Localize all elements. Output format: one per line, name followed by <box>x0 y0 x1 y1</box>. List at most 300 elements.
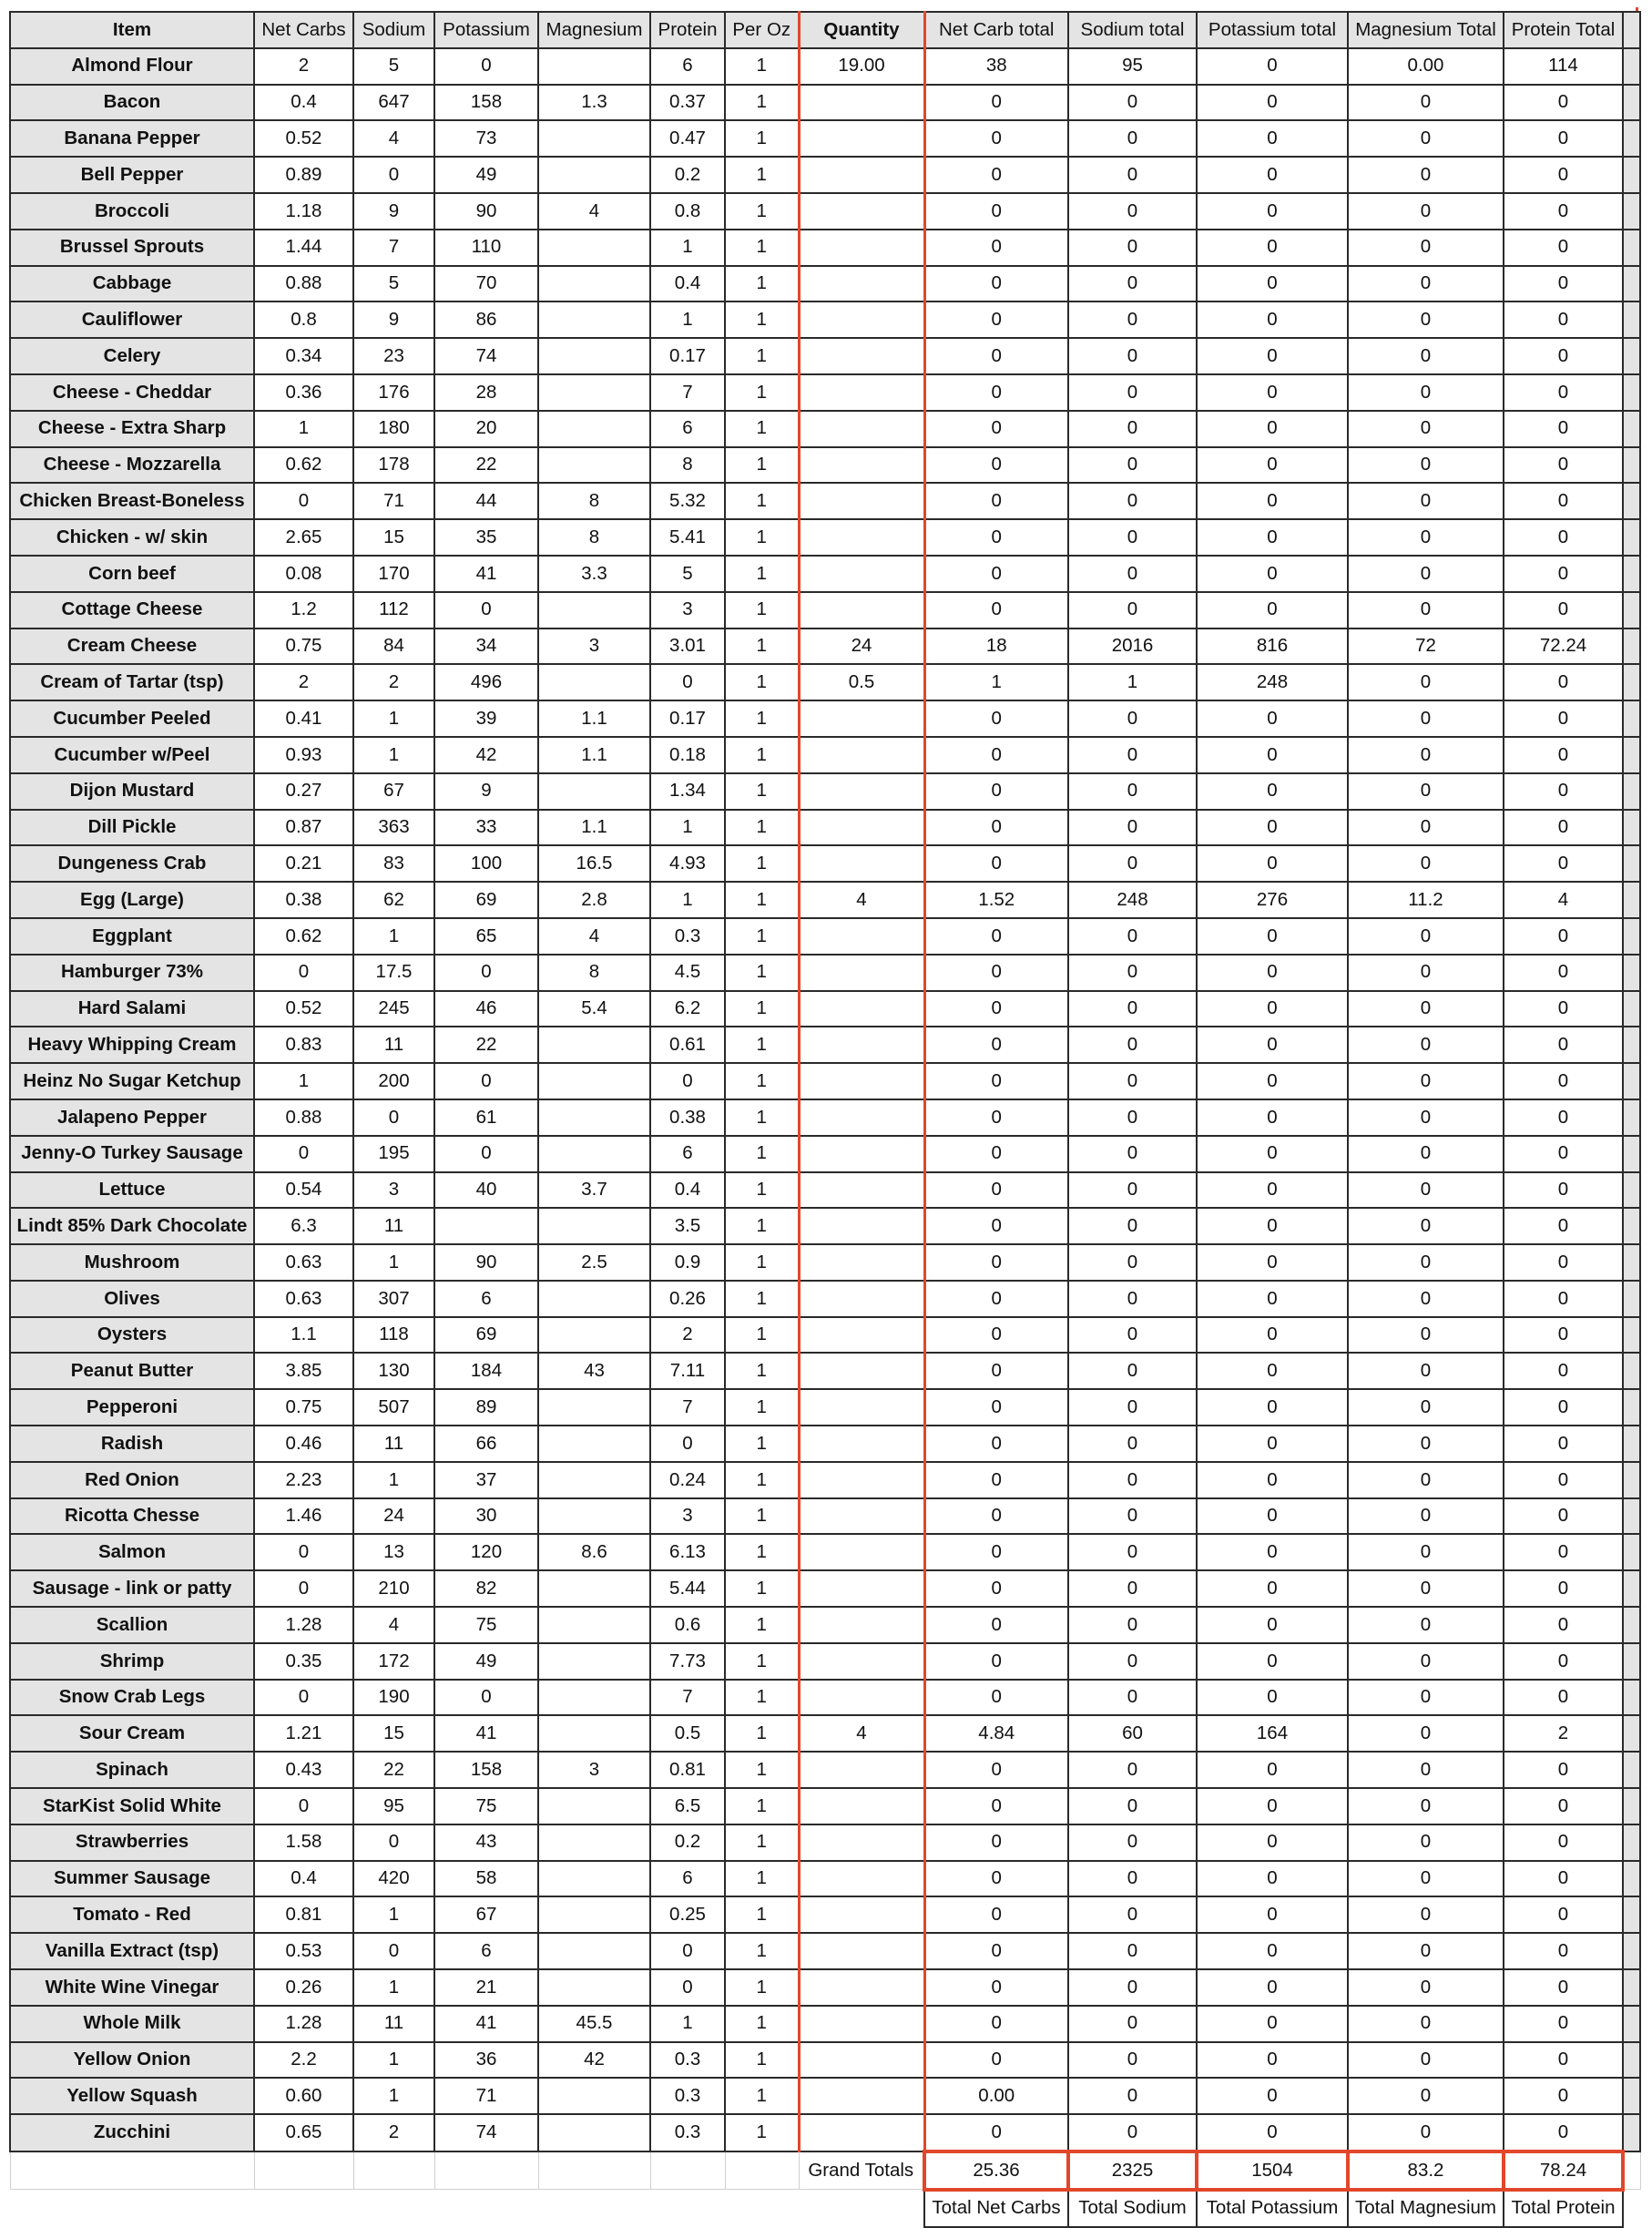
cell-potassium-total: 0 <box>1197 1861 1348 1897</box>
row-gutter <box>1623 230 1640 266</box>
cell-protein-total: 0 <box>1504 2078 1623 2114</box>
cell-protein-total: 0 <box>1504 1824 1623 1861</box>
quantity-input-cell[interactable] <box>799 1208 924 1244</box>
cell-potassium: 75 <box>434 1788 538 1824</box>
cell-potassium: 0 <box>434 1680 538 1716</box>
cell-magnesium <box>538 1281 650 1317</box>
cell-protein: 6.2 <box>650 991 725 1027</box>
cell-magnesium-total: 0 <box>1348 374 1504 411</box>
quantity-input-cell[interactable] <box>799 85 924 121</box>
cell-potassium: 35 <box>434 519 538 556</box>
grand-total-total-potassium: 1504 <box>1197 2151 1348 2190</box>
row-gutter <box>1623 48 1640 85</box>
table-row <box>10 700 1640 737</box>
quantity-input-cell[interactable] <box>799 1353 924 1389</box>
cell-potassium: 34 <box>434 629 538 665</box>
cell-net-carb-total: 0 <box>924 1752 1068 1788</box>
cell-net-carb-total: 0 <box>924 1969 1068 2006</box>
cell-potassium-total: 0 <box>1197 556 1348 592</box>
cell-sodium-total: 0 <box>1068 1969 1197 2006</box>
cell-protein: 0.81 <box>650 1752 725 1788</box>
cell-magnesium-total: 0 <box>1348 1317 1504 1354</box>
quantity-input-cell[interactable] <box>799 556 924 592</box>
cell-protein-total: 0 <box>1504 483 1623 519</box>
cell-sodium-total: 0 <box>1068 193 1197 230</box>
cell-magnesium <box>538 1099 650 1136</box>
total-labels-blank-cell <box>725 2190 799 2227</box>
item-name-cell: Brussel Sprouts <box>10 230 254 266</box>
cell-protein-total: 0 <box>1504 845 1623 882</box>
cell-potassium: 39 <box>434 700 538 737</box>
cell-potassium-total: 0 <box>1197 810 1348 846</box>
quantity-input-cell[interactable]: 0.5 <box>799 664 924 700</box>
row-gutter <box>1623 411 1640 447</box>
row-gutter <box>1623 1969 1640 2006</box>
cell-sodium: 178 <box>353 447 434 484</box>
cell-per-oz: 1 <box>725 737 799 773</box>
cell-sodium: 118 <box>353 1317 434 1354</box>
label-total-sodium: Total Sodium <box>1068 2190 1197 2227</box>
cell-sodium: 647 <box>353 85 434 121</box>
cell-magnesium-total: 0 <box>1348 230 1504 266</box>
cell-protein: 1 <box>650 810 725 846</box>
cell-potassium <box>434 1208 538 1244</box>
cell-net-carbs: 0.65 <box>254 2114 353 2151</box>
cell-protein: 0.38 <box>650 1099 725 1136</box>
cell-protein-total: 0 <box>1504 157 1623 193</box>
quantity-input-cell[interactable] <box>799 1136 924 1172</box>
cell-magnesium-total: 0 <box>1348 1027 1504 1063</box>
cell-sodium: 112 <box>353 592 434 629</box>
quantity-input-cell[interactable] <box>799 1244 924 1281</box>
quantity-input-cell[interactable] <box>799 2078 924 2114</box>
item-name-cell: Hamburger 73% <box>10 955 254 991</box>
row-gutter <box>1623 810 1640 846</box>
quantity-input-cell[interactable] <box>799 1389 924 1426</box>
quantity-input-cell[interactable] <box>799 301 924 338</box>
cell-sodium: 24 <box>353 1498 434 1535</box>
table-row <box>10 1896 1640 1933</box>
quantity-input-cell[interactable] <box>799 1680 924 1716</box>
quantity-input-cell[interactable] <box>799 1824 924 1861</box>
item-name-cell: Pepperoni <box>10 1389 254 1426</box>
grand-total-total-sodium: 2325 <box>1068 2151 1197 2190</box>
cell-sodium-total: 0 <box>1068 447 1197 484</box>
cell-protein-total: 0 <box>1504 301 1623 338</box>
table-row <box>10 664 1640 700</box>
item-name-cell: Vanilla Extract (tsp) <box>10 1933 254 1969</box>
cell-per-oz: 1 <box>725 1715 799 1752</box>
cell-potassium: 69 <box>434 1317 538 1354</box>
cell-net-carbs: 0.21 <box>254 845 353 882</box>
cell-sodium: 67 <box>353 773 434 810</box>
quantity-input-cell[interactable] <box>799 230 924 266</box>
cell-magnesium-total: 0 <box>1348 1824 1504 1861</box>
cell-protein-total: 0 <box>1504 120 1623 157</box>
cell-magnesium: 2.8 <box>538 882 650 918</box>
row-gutter <box>1623 1933 1640 1969</box>
cell-potassium-total: 0 <box>1197 519 1348 556</box>
cell-sodium: 7 <box>353 230 434 266</box>
cell-potassium: 42 <box>434 737 538 773</box>
quantity-input-cell[interactable] <box>799 991 924 1027</box>
header-per-oz: Per Oz <box>725 12 799 48</box>
quantity-input-cell[interactable] <box>799 2006 924 2042</box>
cell-potassium-total: 0 <box>1197 266 1348 302</box>
cell-protein-total: 0 <box>1504 1788 1623 1824</box>
cell-sodium: 11 <box>353 1426 434 1462</box>
row-gutter <box>1623 1824 1640 1861</box>
quantity-input-cell[interactable] <box>799 1099 924 1136</box>
quantity-input-cell[interactable] <box>799 1281 924 1317</box>
cell-per-oz: 1 <box>725 1933 799 1969</box>
cell-potassium: 74 <box>434 338 538 374</box>
header-row <box>10 12 1640 48</box>
cell-net-carbs: 2.2 <box>254 2042 353 2079</box>
cell-potassium: 69 <box>434 882 538 918</box>
cell-net-carb-total: 0 <box>924 1498 1068 1535</box>
cell-protein-total: 72.24 <box>1504 629 1623 665</box>
cell-net-carb-total: 0 <box>924 1244 1068 1281</box>
cell-net-carbs: 0 <box>254 1570 353 1607</box>
cell-protein-total: 0 <box>1504 1643 1623 1680</box>
cell-protein-total: 0 <box>1504 1896 1623 1933</box>
cell-magnesium-total: 11.2 <box>1348 882 1504 918</box>
item-name-cell: Chicken Breast-Boneless <box>10 483 254 519</box>
cell-per-oz: 1 <box>725 1788 799 1824</box>
quantity-input-cell[interactable] <box>799 1643 924 1680</box>
cell-net-carb-total: 0 <box>924 1824 1068 1861</box>
cell-magnesium: 4 <box>538 193 650 230</box>
quantity-input-cell[interactable] <box>799 810 924 846</box>
quantity-input-cell[interactable] <box>799 592 924 629</box>
table-row <box>10 1824 1640 1861</box>
row-gutter <box>1623 955 1640 991</box>
item-name-cell: Cucumber Peeled <box>10 700 254 737</box>
quantity-input-cell[interactable] <box>799 519 924 556</box>
quantity-input-cell[interactable] <box>799 1861 924 1897</box>
quantity-input-cell[interactable] <box>799 120 924 157</box>
quantity-input-cell[interactable] <box>799 1027 924 1063</box>
cell-sodium-total: 0 <box>1068 1896 1197 1933</box>
cell-magnesium <box>538 230 650 266</box>
cell-magnesium: 8 <box>538 519 650 556</box>
row-gutter <box>1623 1063 1640 1099</box>
table-row <box>10 1680 1640 1716</box>
cell-potassium: 61 <box>434 1099 538 1136</box>
cell-net-carb-total: 1 <box>924 664 1068 700</box>
cell-magnesium-total: 0 <box>1348 1643 1504 1680</box>
cell-magnesium-total: 0 <box>1348 1788 1504 1824</box>
cell-protein: 3 <box>650 592 725 629</box>
cell-sodium: 4 <box>353 1607 434 1643</box>
cell-potassium-total: 816 <box>1197 629 1348 665</box>
cell-net-carbs: 0.75 <box>254 1389 353 1426</box>
cell-protein: 0.61 <box>650 1027 725 1063</box>
quantity-input-cell[interactable]: 24 <box>799 629 924 665</box>
cell-potassium-total: 0 <box>1197 2042 1348 2079</box>
cell-net-carbs: 0.93 <box>254 737 353 773</box>
quantity-input-cell[interactable] <box>799 193 924 230</box>
cell-sodium: 17.5 <box>353 955 434 991</box>
cell-net-carb-total: 0 <box>924 1896 1068 1933</box>
cell-net-carbs: 0.52 <box>254 991 353 1027</box>
item-name-cell: Red Onion <box>10 1462 254 1498</box>
cell-potassium: 184 <box>434 1353 538 1389</box>
cell-sodium-total: 0 <box>1068 955 1197 991</box>
cell-per-oz: 1 <box>725 483 799 519</box>
item-name-cell: Cheese - Extra Sharp <box>10 411 254 447</box>
cell-sodium: 22 <box>353 1752 434 1788</box>
cell-net-carb-total: 0 <box>924 1788 1068 1824</box>
cell-per-oz: 1 <box>725 411 799 447</box>
quantity-input-cell[interactable]: 19.00 <box>799 48 924 85</box>
cell-potassium-total: 0 <box>1197 1498 1348 1535</box>
cell-sodium-total: 0 <box>1068 1570 1197 1607</box>
quantity-input-cell[interactable] <box>799 1607 924 1643</box>
quantity-input-cell[interactable]: 4 <box>799 882 924 918</box>
quantity-input-cell[interactable] <box>799 1534 924 1570</box>
row-gutter <box>1623 773 1640 810</box>
row-gutter <box>1623 1607 1640 1643</box>
cell-potassium-total: 0 <box>1197 1933 1348 1969</box>
quantity-input-cell[interactable] <box>799 1896 924 1933</box>
table-row <box>10 1317 1640 1354</box>
cell-net-carb-total: 0 <box>924 1462 1068 1498</box>
row-gutter <box>1623 1643 1640 1680</box>
cell-net-carbs: 6.3 <box>254 1208 353 1244</box>
quantity-input-cell[interactable] <box>799 773 924 810</box>
quantity-input-cell[interactable] <box>799 737 924 773</box>
cell-potassium: 6 <box>434 1933 538 1969</box>
cell-per-oz: 1 <box>725 157 799 193</box>
cell-net-carb-total: 0 <box>924 1063 1068 1099</box>
cell-net-carbs: 0.87 <box>254 810 353 846</box>
row-gutter <box>1623 519 1640 556</box>
quantity-input-cell[interactable] <box>799 483 924 519</box>
quantity-input-cell[interactable] <box>799 1426 924 1462</box>
cell-potassium-total: 0 <box>1197 2078 1348 2114</box>
cell-magnesium: 3.3 <box>538 556 650 592</box>
cell-magnesium <box>538 157 650 193</box>
item-name-cell: Summer Sausage <box>10 1861 254 1897</box>
cell-protein-total: 0 <box>1504 700 1623 737</box>
cell-net-carbs: 0.4 <box>254 85 353 121</box>
quantity-input-cell[interactable] <box>799 411 924 447</box>
cell-magnesium-total: 72 <box>1348 629 1504 665</box>
cell-protein-total: 0 <box>1504 737 1623 773</box>
cell-protein: 0.3 <box>650 2114 725 2151</box>
label-total-potassium: Total Potassium <box>1197 2190 1348 2227</box>
cell-protein-total: 0 <box>1504 374 1623 411</box>
cell-protein: 7 <box>650 374 725 411</box>
quantity-input-cell[interactable] <box>799 1462 924 1498</box>
cell-net-carb-total: 0 <box>924 193 1068 230</box>
header-protein-total: Protein Total <box>1504 12 1623 48</box>
cell-sodium: 5 <box>353 48 434 85</box>
cell-net-carb-total: 0 <box>924 266 1068 302</box>
cell-magnesium-total: 0 <box>1348 2042 1504 2079</box>
cell-per-oz: 1 <box>725 1498 799 1535</box>
item-name-cell: Yellow Onion <box>10 2042 254 2079</box>
grand-totals-blank-cell <box>353 2151 434 2190</box>
cell-sodium-total: 0 <box>1068 2078 1197 2114</box>
item-name-cell: Broccoli <box>10 193 254 230</box>
cell-potassium-total: 0 <box>1197 1570 1348 1607</box>
cell-magnesium-total: 0 <box>1348 592 1504 629</box>
quantity-input-cell[interactable] <box>799 1570 924 1607</box>
item-name-cell: Peanut Butter <box>10 1353 254 1389</box>
cell-protein: 6 <box>650 1136 725 1172</box>
quantity-input-cell[interactable] <box>799 1063 924 1099</box>
cell-sodium-total: 0 <box>1068 1680 1197 1716</box>
quantity-input-cell[interactable] <box>799 266 924 302</box>
cell-magnesium: 3 <box>538 629 650 665</box>
cell-protein-total: 0 <box>1504 338 1623 374</box>
cell-sodium: 1 <box>353 2078 434 2114</box>
cell-net-carb-total: 0 <box>924 918 1068 955</box>
item-name-cell: Lettuce <box>10 1172 254 1209</box>
cell-potassium-total: 0 <box>1197 991 1348 1027</box>
table-row <box>10 157 1640 193</box>
quantity-input-cell[interactable] <box>799 845 924 882</box>
cell-potassium: 22 <box>434 447 538 484</box>
cell-potassium: 0 <box>434 1136 538 1172</box>
cell-magnesium: 45.5 <box>538 2006 650 2042</box>
quantity-input-cell[interactable] <box>799 1969 924 2006</box>
cell-net-carb-total: 0 <box>924 120 1068 157</box>
cell-net-carb-total: 0 <box>924 2006 1068 2042</box>
cell-potassium-total: 0 <box>1197 1462 1348 1498</box>
header-magnesium: Magnesium <box>538 12 650 48</box>
cell-protein-total: 0 <box>1504 1462 1623 1498</box>
quantity-input-cell[interactable] <box>799 1752 924 1788</box>
item-name-cell: Cheese - Mozzarella <box>10 447 254 484</box>
quantity-input-cell[interactable] <box>799 374 924 411</box>
cell-potassium: 40 <box>434 1172 538 1209</box>
cell-magnesium <box>538 1788 650 1824</box>
quantity-input-cell[interactable] <box>799 700 924 737</box>
cell-net-carb-total: 18 <box>924 629 1068 665</box>
cell-per-oz: 1 <box>725 629 799 665</box>
row-gutter <box>1623 1752 1640 1788</box>
quantity-input-cell[interactable] <box>799 1788 924 1824</box>
quantity-input-cell[interactable] <box>799 157 924 193</box>
table-row <box>10 773 1640 810</box>
grand-totals-blank-cell <box>10 2151 254 2190</box>
cell-per-oz: 1 <box>725 955 799 991</box>
cell-per-oz: 1 <box>725 266 799 302</box>
cell-net-carbs: 0.43 <box>254 1752 353 1788</box>
header-row-group <box>10 12 1640 48</box>
cell-sodium-total: 60 <box>1068 1715 1197 1752</box>
cell-per-oz: 1 <box>725 991 799 1027</box>
cell-per-oz: 1 <box>725 556 799 592</box>
cell-per-oz: 1 <box>725 1861 799 1897</box>
cell-net-carbs: 1 <box>254 1063 353 1099</box>
cell-protein: 1 <box>650 230 725 266</box>
cell-magnesium-total: 0 <box>1348 664 1504 700</box>
cell-protein-total: 0 <box>1504 592 1623 629</box>
cell-magnesium <box>538 1317 650 1354</box>
cell-potassium-total: 0 <box>1197 1244 1348 1281</box>
cell-net-carb-total: 0 <box>924 737 1068 773</box>
quantity-input-cell[interactable] <box>799 2114 924 2151</box>
quantity-input-cell[interactable] <box>799 447 924 484</box>
cell-sodium: 0 <box>353 1933 434 1969</box>
cell-per-oz: 1 <box>725 1752 799 1788</box>
cell-protein-total: 0 <box>1504 193 1623 230</box>
cell-potassium: 30 <box>434 1498 538 1535</box>
cell-potassium-total: 0 <box>1197 338 1348 374</box>
cell-sodium: 11 <box>353 2006 434 2042</box>
cell-potassium: 0 <box>434 955 538 991</box>
cell-sodium: 13 <box>353 1534 434 1570</box>
nutrition-spreadsheet <box>9 11 1641 2228</box>
quantity-input-cell[interactable] <box>799 338 924 374</box>
cell-magnesium <box>538 664 650 700</box>
cell-net-carbs: 0.75 <box>254 629 353 665</box>
row-gutter <box>1623 737 1640 773</box>
grand-totals-blank-cell <box>538 2151 650 2190</box>
table-row <box>10 2006 1640 2042</box>
cell-potassium: 43 <box>434 1824 538 1861</box>
cell-per-oz: 1 <box>725 301 799 338</box>
quantity-input-cell[interactable] <box>799 918 924 955</box>
grand-totals-row <box>10 2151 1640 2190</box>
grand-totals-gutter <box>1623 2151 1640 2190</box>
quantity-input-cell[interactable] <box>799 1933 924 1969</box>
cell-sodium: 3 <box>353 1172 434 1209</box>
cell-sodium-total: 0 <box>1068 85 1197 121</box>
cell-net-carb-total: 1.52 <box>924 882 1068 918</box>
cell-net-carbs: 2.65 <box>254 519 353 556</box>
cell-sodium-total: 0 <box>1068 120 1197 157</box>
quantity-input-cell[interactable] <box>799 955 924 991</box>
item-name-cell: StarKist Solid White <box>10 1788 254 1824</box>
cell-sodium-total: 0 <box>1068 1426 1197 1462</box>
row-gutter <box>1623 1136 1640 1172</box>
cell-net-carb-total: 0 <box>924 374 1068 411</box>
quantity-input-cell[interactable] <box>799 2042 924 2079</box>
cell-potassium: 0 <box>434 48 538 85</box>
quantity-input-cell[interactable]: 4 <box>799 1715 924 1752</box>
cell-potassium-total: 0 <box>1197 1136 1348 1172</box>
cell-magnesium <box>538 592 650 629</box>
cell-sodium: 1 <box>353 737 434 773</box>
cell-potassium: 86 <box>434 301 538 338</box>
quantity-input-cell[interactable] <box>799 1317 924 1354</box>
item-name-cell: Snow Crab Legs <box>10 1680 254 1716</box>
cell-sodium: 210 <box>353 1570 434 1607</box>
quantity-input-cell[interactable] <box>799 1172 924 1209</box>
grand-total-total-magnesium: 83.2 <box>1348 2151 1504 2190</box>
cell-net-carbs: 0.81 <box>254 1896 353 1933</box>
row-gutter <box>1623 629 1640 665</box>
cell-sodium: 420 <box>353 1861 434 1897</box>
cell-sodium-total: 0 <box>1068 1643 1197 1680</box>
cell-sodium: 190 <box>353 1680 434 1716</box>
cell-per-oz: 1 <box>725 1969 799 2006</box>
row-gutter <box>1623 1099 1640 1136</box>
cell-protein: 0.3 <box>650 2042 725 2079</box>
quantity-input-cell[interactable] <box>799 1498 924 1535</box>
table-row <box>10 810 1640 846</box>
cell-potassium-total: 276 <box>1197 882 1348 918</box>
table-row <box>10 1933 1640 1969</box>
cell-sodium: 200 <box>353 1063 434 1099</box>
cell-net-carb-total: 0 <box>924 1281 1068 1317</box>
